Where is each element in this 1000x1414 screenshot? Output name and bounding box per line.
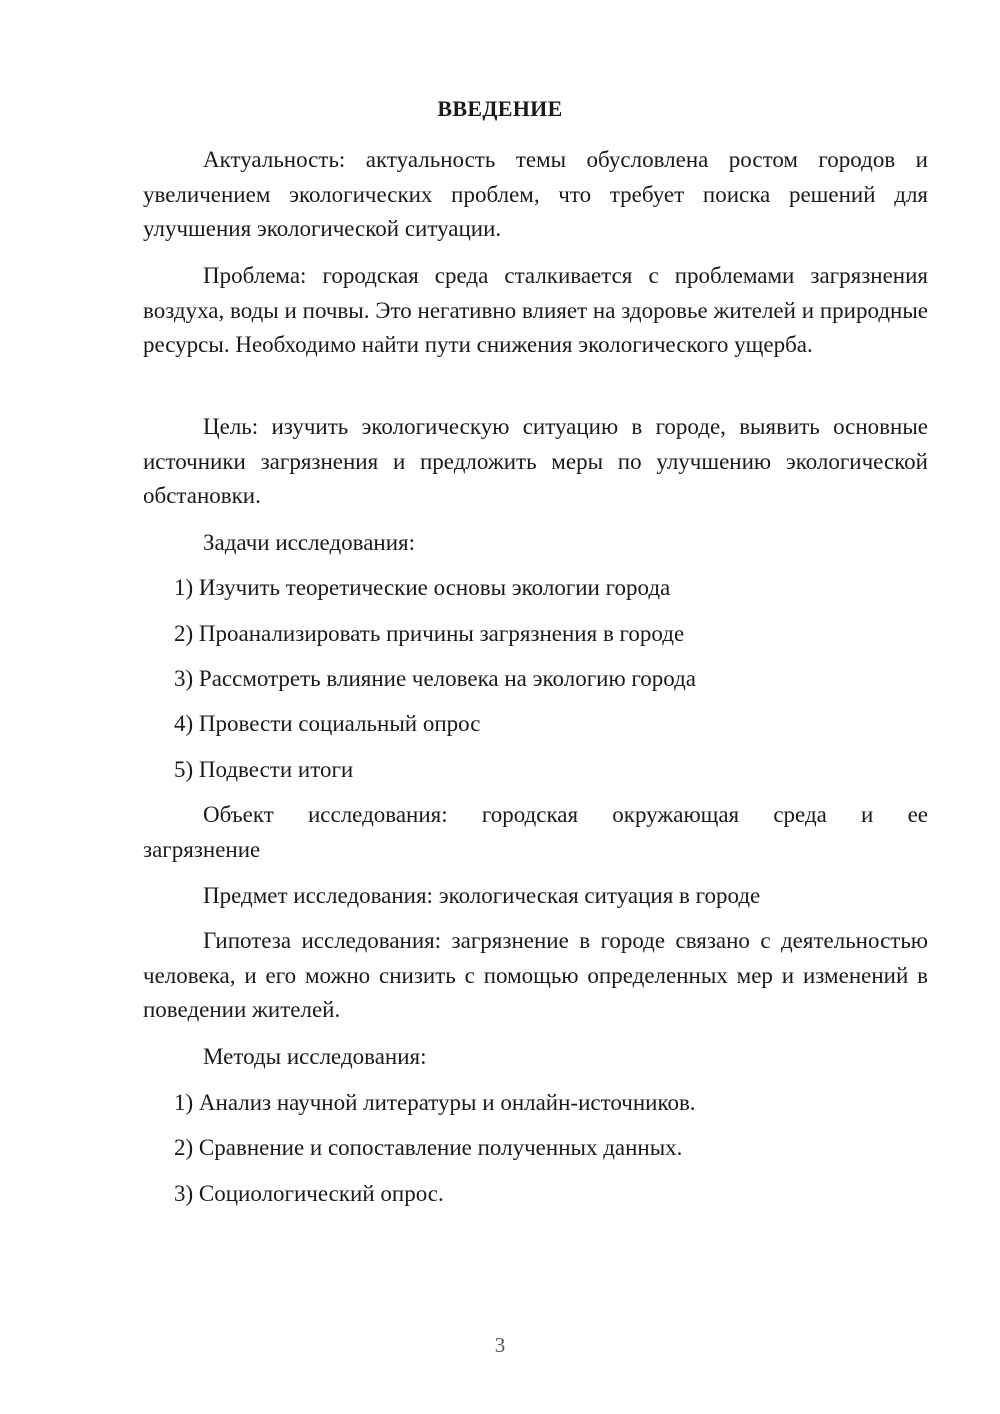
task-item: 1) Изучить теоретические основы экологии города — [174, 575, 671, 600]
method-item: 3) Социологический опрос. — [174, 1181, 444, 1206]
task-item: 4) Провести социальный опрос — [174, 711, 481, 736]
object-paragraph-line1: Объект исследования: городская окружающая среда и ее — [203, 802, 928, 827]
problem-paragraph: Проблема: городская среда сталкивается с проблемами загрязнения воздуха, воды и почвы. Это негативно влияет на здоровье жителей и природные ресурсы. Необходимо найти пути снижения экологического ущерба. — [143, 263, 928, 357]
hypothesis-paragraph: Гипотеза исследования: загрязнение в городе связано с деятельностью человека, и его можно снизить с помощью определенных мер и изменений в поведении жителей. — [143, 928, 928, 1022]
method-item: 2) Сравнение и сопоставление полученных данных. — [174, 1135, 683, 1160]
subject-paragraph: Предмет исследования: экологическая ситуация в городе — [203, 883, 761, 908]
object-paragraph-line2: загрязнение — [143, 837, 261, 862]
goal-paragraph: Цель: изучить экологическую ситуацию в городе, выявить основные источники загрязнения и предложить меры по улучшению экологической обстановки. — [143, 414, 928, 508]
section-title: ВВЕДЕНИЕ — [437, 96, 563, 121]
methods-heading: Методы исследования: — [203, 1044, 427, 1069]
page-number: 3 — [494, 1333, 506, 1357]
task-item: 3) Рассмотреть влияние человека на экологию города — [174, 666, 696, 691]
tasks-heading: Задачи исследования: — [203, 530, 416, 555]
task-item: 2) Проанализировать причины загрязнения в городе — [174, 621, 685, 646]
task-item: 5) Подвести итоги — [174, 757, 354, 782]
method-item: 1) Анализ научной литературы и онлайн-источников. — [174, 1090, 696, 1115]
relevance-paragraph: Актуальность: актуальность темы обусловлена ростом городов и увеличением экологических проблем, что требует поиска решений для улучшения экологической ситуации. — [143, 147, 928, 241]
